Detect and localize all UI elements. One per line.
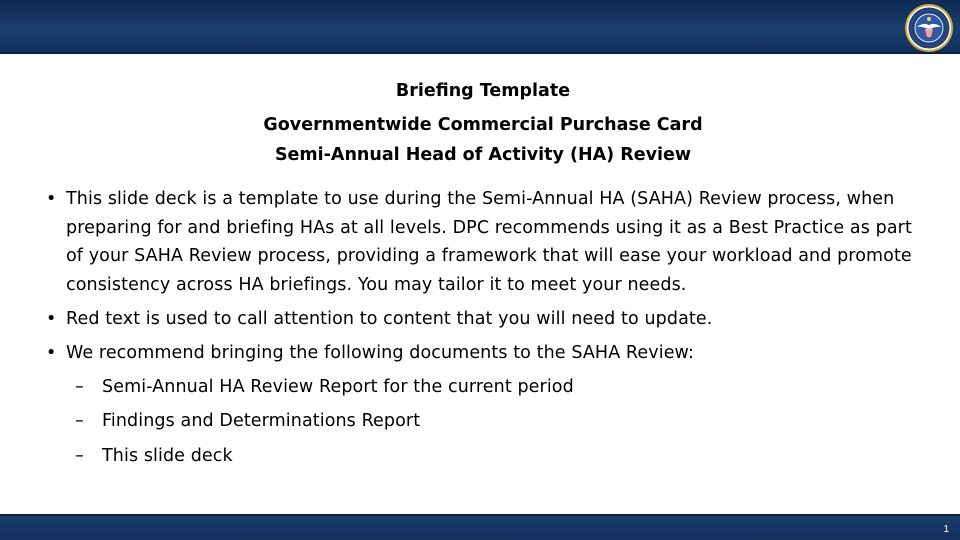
- sub-bullet-item: [75, 442, 926, 471]
- sub-bullet-text: Findings and Determinations Report: [102, 411, 421, 431]
- bullet-marker: •: [46, 189, 57, 209]
- sub-bullet-list: [46, 373, 926, 471]
- sub-bullet-marker: –: [75, 445, 84, 466]
- bullet-list: [46, 185, 926, 476]
- slide-subtitle-program: Governmentwide Commercial Purchase Card: [263, 115, 703, 135]
- bullet-marker: •: [46, 308, 57, 329]
- sub-bullet-item: [75, 407, 926, 436]
- department-of-defense-seal-icon: [904, 3, 954, 53]
- bullet-text: We recommend bringing the following documents to the SAHA Review:: [66, 342, 695, 363]
- bullet-item: [46, 185, 926, 299]
- sub-bullet-text: Semi-Annual HA Review Report for the current period: [102, 376, 574, 397]
- bullet-text: This slide deck is a template to use during the Semi-Annual HA (SAHA) Review process, when preparing for and briefing HAs at all levels. DPC recommends using it as a Best Practice as part of your SAHA Review process, providing a framework that will ease your workload and promote consistency across HA briefings. You may tailor it to meet your needs.: [66, 189, 912, 295]
- title-block: [0, 76, 960, 170]
- bullet-marker: •: [46, 342, 57, 363]
- bullet-text: Red text is used to call attention to content that you will need to update.: [66, 308, 713, 329]
- sub-bullet-item: [75, 373, 926, 402]
- slide-subtitle-review: Semi-Annual Head of Activity (HA) Review: [274, 145, 692, 165]
- top-banner-rule: [0, 52, 960, 54]
- sub-bullet-marker: –: [75, 376, 84, 397]
- slide-title: Briefing Template: [395, 81, 571, 101]
- bullet-item: [46, 305, 926, 334]
- sub-bullet-text: This slide deck: [102, 445, 233, 466]
- footer-banner: [0, 516, 960, 540]
- page-number: 1: [943, 524, 949, 535]
- sub-bullet-marker: –: [75, 411, 84, 431]
- top-banner: [0, 0, 960, 52]
- bullet-item: [46, 339, 926, 368]
